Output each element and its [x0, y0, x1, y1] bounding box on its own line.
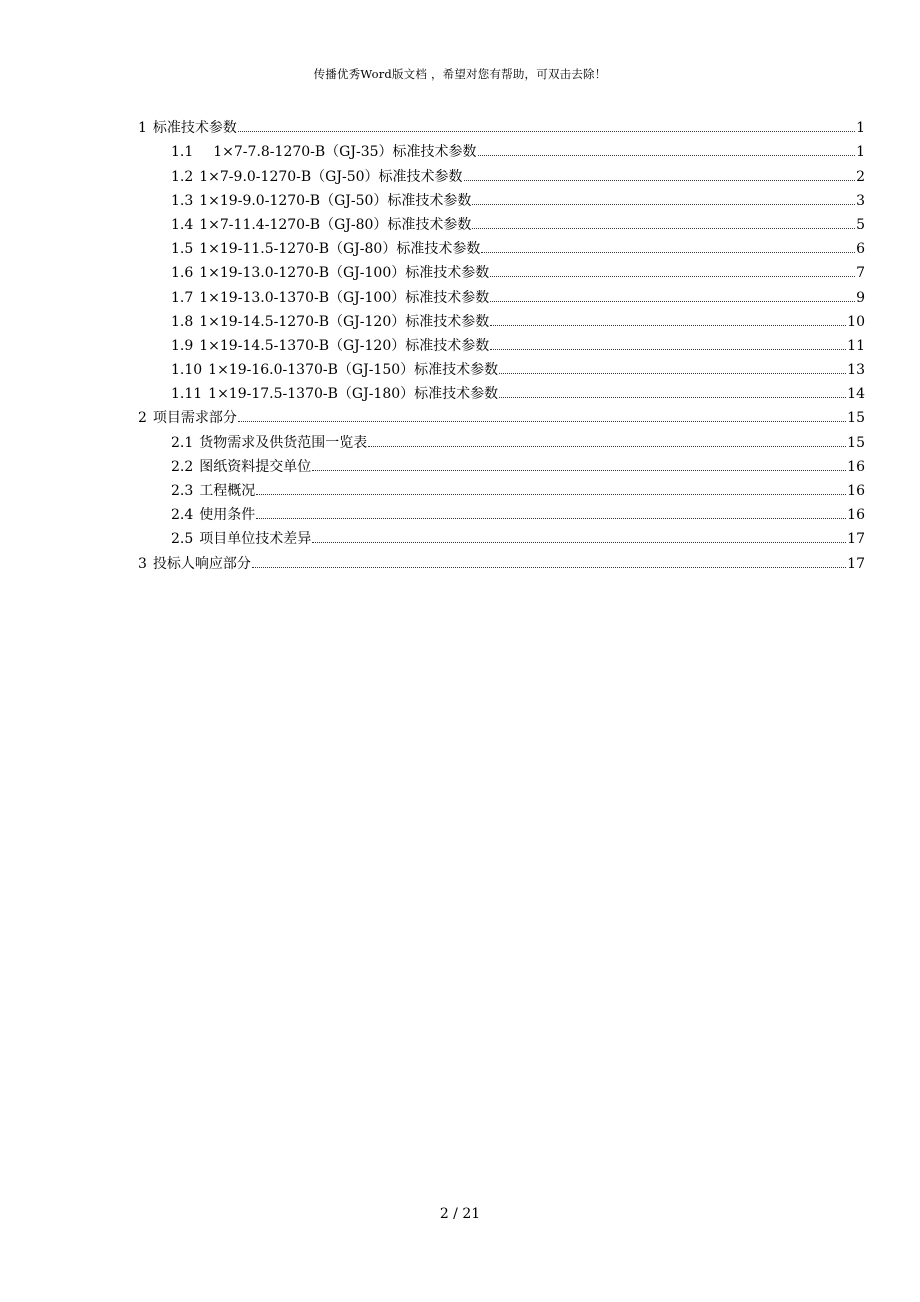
- toc-leader-dots: [238, 131, 855, 132]
- toc-leader-dots: [312, 542, 846, 543]
- toc-entry-title: 1×19-13.0-1370-B（GJ-100）标准技术参数: [199, 289, 490, 306]
- toc-entry-number: 1.4: [171, 216, 194, 233]
- toc-entry-page: 16: [847, 507, 865, 524]
- toc-leader-dots: [490, 276, 855, 277]
- toc-entry-number: 1: [138, 120, 147, 137]
- toc-entry-page: 5: [856, 216, 865, 233]
- toc-entry-number: 2.1: [171, 434, 194, 451]
- toc-entry-title: 1×7-7.8-1270-B（GJ-35）标准技术参数: [199, 144, 477, 161]
- toc-entry[interactable]: [138, 379, 865, 403]
- toc-entry-page: 1: [856, 144, 865, 161]
- toc-entry-number: 3: [138, 555, 147, 572]
- toc-entry-title: 货物需求及供货范围一览表: [199, 434, 368, 451]
- toc-entry-number: 1.2: [171, 168, 194, 185]
- toc-leader-dots: [472, 228, 855, 229]
- toc-entry-page: 2: [856, 168, 865, 185]
- toc-leader-dots: [256, 518, 846, 519]
- toc-entry[interactable]: [138, 161, 865, 185]
- toc-entry[interactable]: [138, 282, 865, 306]
- toc-leader-dots: [252, 567, 846, 568]
- toc-entry-title: 1×19-14.5-1270-B（GJ-120）标准技术参数: [199, 313, 490, 330]
- toc-entry[interactable]: [138, 452, 865, 476]
- toc-leader-dots: [464, 180, 856, 181]
- toc-entry-number: 1.3: [171, 192, 194, 209]
- toc-entry[interactable]: [138, 403, 865, 427]
- table-of-contents: [138, 113, 865, 573]
- toc-entry-number: 2: [138, 410, 147, 427]
- toc-entry-number: 1.10: [171, 362, 203, 379]
- toc-entry-page: 15: [847, 434, 865, 451]
- toc-entry-page: 11: [847, 337, 865, 354]
- toc-entry[interactable]: [138, 137, 865, 161]
- toc-leader-dots: [481, 252, 855, 253]
- toc-entry[interactable]: [138, 234, 865, 258]
- toc-entry[interactable]: [138, 548, 865, 572]
- toc-entry[interactable]: [138, 476, 865, 500]
- toc-leader-dots: [472, 204, 855, 205]
- toc-leader-dots: [238, 421, 846, 422]
- toc-entry-number: 1.1: [171, 144, 194, 161]
- toc-entry-number: 2.4: [171, 507, 194, 524]
- toc-entry-number: 1.11: [171, 386, 203, 403]
- toc-entry-title: 1×7-11.4-1270-B（GJ-80）标准技术参数: [199, 216, 472, 233]
- toc-entry-number: 1.6: [171, 265, 194, 282]
- toc-entry-page: 13: [847, 362, 865, 379]
- toc-leader-dots: [256, 494, 846, 495]
- toc-entry-title: 使用条件: [199, 507, 256, 524]
- toc-entry-title: 标准技术参数: [152, 120, 237, 137]
- toc-entry-page: 7: [856, 265, 865, 282]
- toc-entry-page: 14: [847, 386, 865, 403]
- toc-entry[interactable]: [138, 258, 865, 282]
- toc-entry-title: 1×19-17.5-1370-B（GJ-180）标准技术参数: [208, 386, 499, 403]
- toc-entry[interactable]: [138, 307, 865, 331]
- toc-entry[interactable]: [138, 113, 865, 137]
- toc-entry-title: 工程概况: [199, 483, 256, 499]
- toc-entry-page: 6: [856, 241, 865, 258]
- toc-leader-dots: [478, 155, 856, 156]
- toc-leader-dots: [499, 373, 846, 374]
- toc-entry[interactable]: [138, 427, 865, 451]
- toc-entry-page: 15: [847, 410, 865, 427]
- toc-entry-title: 1×19-9.0-1270-B（GJ-50）标准技术参数: [199, 192, 472, 209]
- toc-entry-title: 1×19-14.5-1370-B（GJ-120）标准技术参数: [199, 337, 490, 354]
- toc-entry[interactable]: [138, 500, 865, 524]
- toc-leader-dots: [490, 301, 855, 302]
- toc-entry-title: 项目需求部分: [152, 410, 237, 427]
- toc-leader-dots: [499, 397, 846, 398]
- page-number-footer: 2 / 21: [439, 1206, 481, 1222]
- toc-entry-title: 1×19-13.0-1270-B（GJ-100）标准技术参数: [199, 265, 490, 282]
- toc-leader-dots: [490, 349, 846, 350]
- header-note: 传播优秀Word版文档 ，希望对您有帮助，可双击去除！: [313, 67, 607, 81]
- toc-entry-title: 图纸资料提交单位: [199, 458, 312, 475]
- toc-leader-dots: [368, 446, 846, 447]
- toc-entry-page: 17: [847, 531, 865, 548]
- toc-entry[interactable]: [138, 186, 865, 210]
- toc-entry-number: 2.3: [171, 483, 194, 499]
- toc-entry-title: 1×19-16.0-1370-B（GJ-150）标准技术参数: [208, 362, 499, 379]
- toc-entry-page: 9: [856, 289, 865, 306]
- toc-entry-number: 2.2: [171, 458, 194, 475]
- toc-entry-page: 1: [856, 120, 865, 137]
- toc-entry-number: 1.9: [171, 337, 194, 354]
- toc-entry-page: 3: [856, 192, 865, 209]
- toc-entry[interactable]: [138, 355, 865, 379]
- toc-entry[interactable]: [138, 524, 865, 548]
- toc-leader-dots: [490, 325, 846, 326]
- toc-entry-number: 1.8: [171, 313, 194, 330]
- toc-entry-number: 2.5: [171, 531, 194, 548]
- toc-entry-title: 投标人响应部分: [152, 555, 251, 572]
- toc-entry[interactable]: [138, 331, 865, 355]
- toc-entry-title: 1×7-9.0-1270-B（GJ-50）标准技术参数: [199, 168, 463, 185]
- toc-entry-page: 10: [847, 313, 865, 330]
- toc-entry-title: 1×19-11.5-1270-B（GJ-80）标准技术参数: [199, 241, 481, 258]
- toc-entry-title: 项目单位技术差异: [199, 531, 312, 548]
- toc-entry-page: 16: [847, 483, 865, 499]
- toc-entry-number: 1.5: [171, 241, 194, 258]
- toc-leader-dots: [312, 470, 846, 471]
- toc-entry-number: 1.7: [171, 289, 194, 306]
- toc-entry-page: 16: [847, 458, 865, 475]
- toc-entry-page: 17: [847, 555, 865, 572]
- toc-entry[interactable]: [138, 210, 865, 234]
